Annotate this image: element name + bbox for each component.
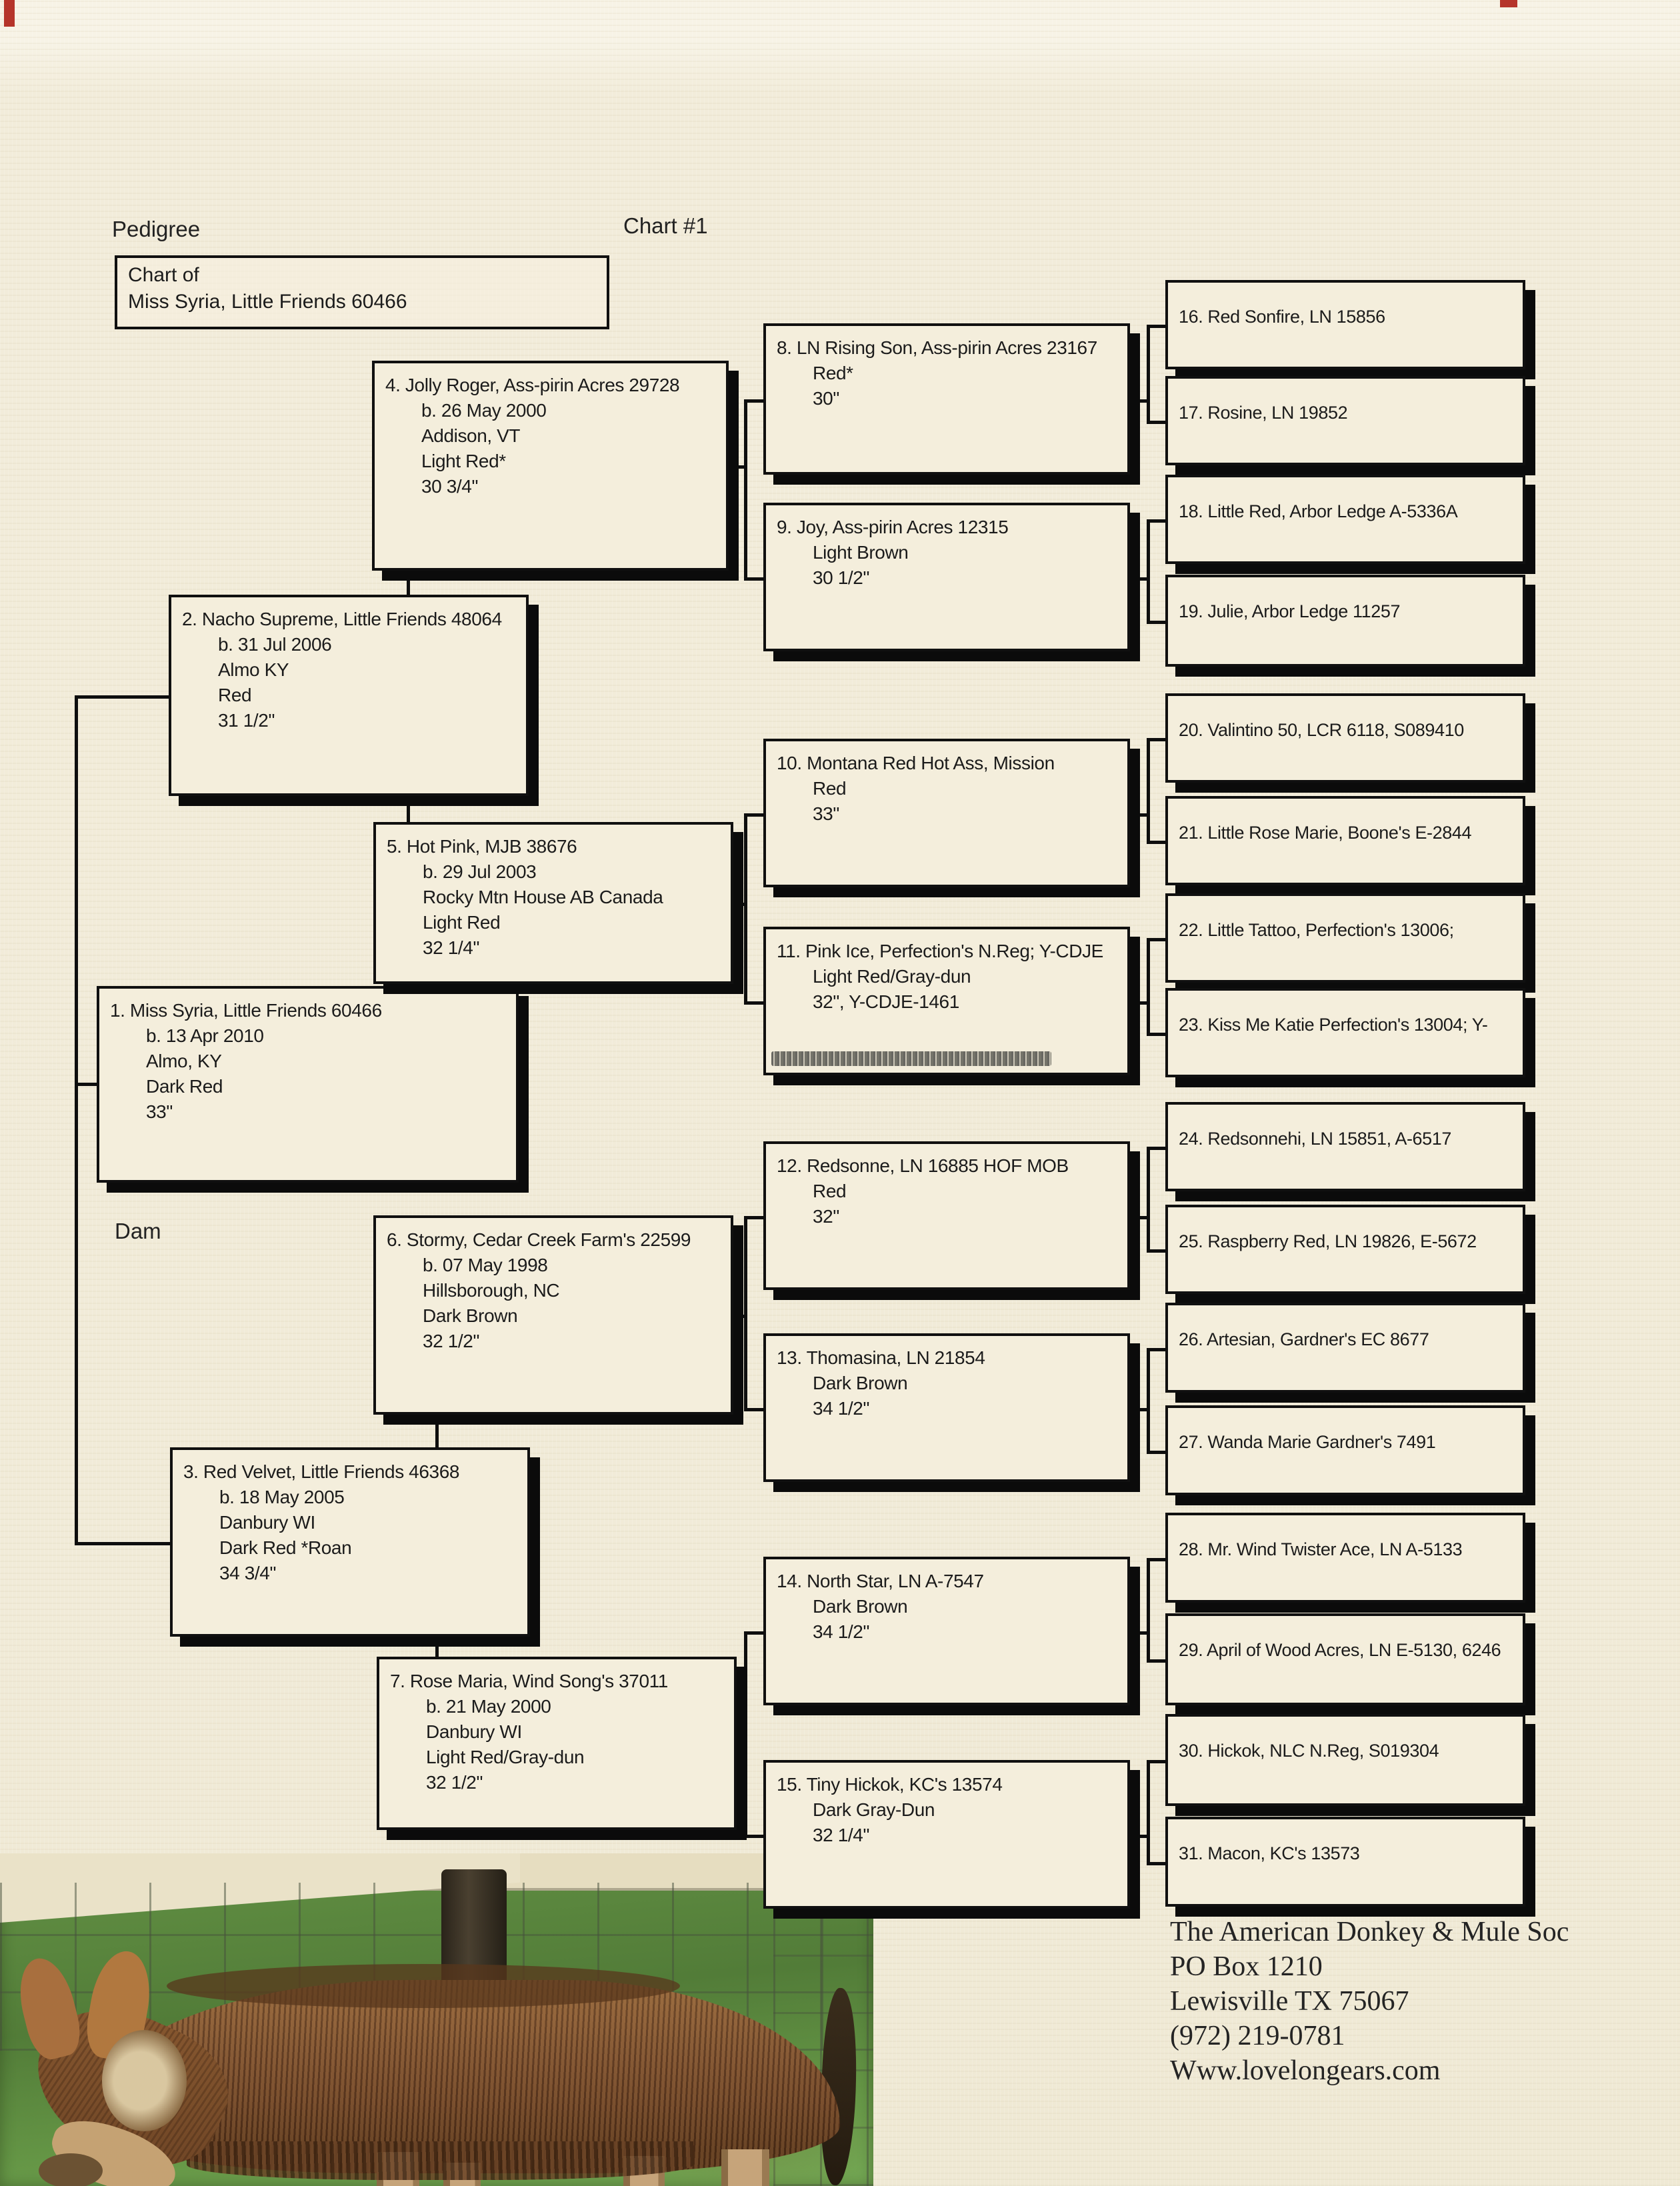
pedigree-box-10	[763, 739, 1130, 887]
animal-name-line: 24. Redsonnehi, LN 15851, A-6517	[1179, 1129, 1452, 1149]
registry-phone: (972) 219-0781	[1170, 2021, 1345, 2051]
pedigree-connector-line	[1147, 325, 1165, 328]
animal-name-line: 6. Stormy, Cedar Creek Farm's 22599	[387, 1229, 691, 1250]
animal-detail-line: 30 3/4"	[421, 476, 478, 497]
registry-address-block	[1170, 1915, 1677, 2088]
animal-detail-line: Danbury WI	[219, 1512, 315, 1533]
pedigree-connector-line	[744, 1835, 763, 1838]
donkey-nose	[39, 2153, 103, 2186]
animal-detail-line: Light Red*	[421, 451, 506, 471]
animal-detail-line: 31 1/2"	[218, 710, 275, 731]
animal-detail-line: Red	[813, 1181, 847, 1201]
pedigree-connector-line	[1147, 938, 1165, 941]
animal-detail-line: b. 31 Jul 2006	[218, 634, 332, 655]
pedigree-connector-line	[1130, 399, 1147, 403]
animal-name-line: 5. Hot Pink, MJB 38676	[387, 836, 577, 857]
animal-name-line: 7. Rose Maria, Wind Song's 37011	[390, 1671, 668, 1691]
animal-detail-line: b. 29 Jul 2003	[423, 861, 537, 882]
pedigree-box-16	[1165, 280, 1525, 369]
animal-detail-line: 30 1/2"	[813, 567, 869, 588]
animal-name-line: 12. Redsonne, LN 16885 HOF MOB	[777, 1155, 1069, 1176]
pedigree-connector-line	[75, 1542, 170, 1545]
scan-artifact-red-left	[4, 0, 15, 27]
pedigree-connector-line	[1147, 938, 1150, 1033]
animal-name-line: 28. Mr. Wind Twister Ace, LN A-5133	[1179, 1539, 1463, 1559]
pedigree-connector-line	[435, 1637, 439, 1657]
animal-name-line: 18. Little Red, Arbor Ledge A-5336A	[1179, 501, 1458, 521]
pedigree-box-15	[763, 1760, 1130, 1909]
donkey-belly-fringe	[187, 2141, 693, 2180]
pedigree-connector-line	[1130, 1408, 1147, 1411]
illegible-smudge	[771, 1051, 1051, 1066]
animal-detail-line: Almo, KY	[146, 1051, 222, 1071]
donkey	[13, 1953, 867, 2186]
registry-name: The American Donkey & Mule Soc	[1170, 1917, 1569, 1947]
chart-number-label: Chart #1	[623, 213, 708, 238]
pedigree-connector-line	[744, 813, 763, 817]
pedigree-box-19	[1165, 575, 1525, 667]
pedigree-connector-line	[737, 1743, 744, 1747]
pedigree-connector-line	[1130, 1835, 1147, 1838]
pedigree-connector-line	[1147, 519, 1165, 523]
animal-detail-line: Danbury WI	[426, 1721, 522, 1742]
pedigree-box-5	[373, 822, 733, 984]
animal-detail-line: Dark Brown	[813, 1373, 908, 1393]
pedigree-box-30	[1165, 1714, 1525, 1806]
animal-detail-line: Dark Red	[146, 1076, 223, 1097]
donkey-mane	[167, 1964, 680, 2008]
animal-name-line: 15. Tiny Hickok, KC's 13574	[777, 1774, 1003, 1795]
pedigree-connector-line	[1147, 738, 1150, 841]
animal-detail-line: Rocky Mtn House AB Canada	[423, 887, 663, 907]
chart-of-prefix: Chart of	[128, 264, 199, 286]
pedigree-connector-line	[744, 399, 747, 577]
pedigree-connector-line	[407, 796, 410, 822]
animal-detail-line: 33"	[146, 1101, 173, 1122]
animal-name-line: 8. LN Rising Son, Ass-pirin Acres 23167	[777, 337, 1097, 358]
animal-name-line: 1. Miss Syria, Little Friends 60466	[110, 1000, 382, 1021]
pedigree-box-1	[97, 986, 519, 1183]
pedigree-box-2	[169, 595, 529, 796]
pedigree-connector-line	[1147, 1558, 1150, 1659]
animal-name-line: 20. Valintino 50, LCR 6118, S089410	[1179, 720, 1464, 740]
animal-name-line: 10. Montana Red Hot Ass, Mission	[777, 753, 1055, 773]
pedigree-box-12	[763, 1141, 1130, 1290]
pedigree-connector-line	[1130, 577, 1147, 581]
pedigree-box-29	[1165, 1613, 1525, 1705]
pedigree-connector-line	[1147, 1558, 1165, 1561]
animal-name-line: 14. North Star, LN A-7547	[777, 1571, 984, 1591]
pedigree-connector-line	[1147, 421, 1165, 424]
pedigree-box-23	[1165, 988, 1525, 1077]
animal-detail-line: Light Red	[423, 912, 501, 933]
animal-name-line: 9. Joy, Ass-pirin Acres 12315	[777, 517, 1009, 537]
pedigree-connector-line	[1130, 813, 1147, 817]
animal-detail-line: Almo KY	[218, 659, 289, 680]
animal-name-line: 19. Julie, Arbor Ledge 11257	[1179, 601, 1401, 621]
animal-name-line: 27. Wanda Marie Gardner's 7491	[1179, 1432, 1436, 1452]
donkey-ear	[11, 1953, 86, 2063]
pedigree-connector-line	[435, 1415, 439, 1447]
donkey-leg	[721, 2149, 769, 2186]
animal-name-line: 29. April of Wood Acres, LN E-5130, 6246	[1179, 1640, 1501, 1660]
animal-detail-line: 32 1/4"	[423, 937, 479, 958]
donkey-photo	[0, 1853, 873, 2186]
pedigree-connector-line	[733, 1315, 744, 1318]
animal-name-line: 4. Jolly Roger, Ass-pirin Acres 29728	[385, 375, 680, 395]
pedigree-connector-line	[744, 1001, 763, 1005]
pedigree-box-8	[763, 323, 1130, 475]
pedigree-box-17	[1165, 376, 1525, 465]
pedigree-connector-line	[744, 399, 763, 403]
scan-artifact-red-right	[1500, 0, 1517, 7]
pedigree-connector-line	[1147, 1249, 1165, 1253]
animal-detail-line: Dark Brown	[423, 1305, 518, 1326]
pedigree-box-3	[170, 1447, 530, 1637]
animal-name-line: 31. Macon, KC's 13573	[1179, 1843, 1360, 1863]
animal-detail-line: 34 1/2"	[813, 1398, 869, 1419]
chart-of-box	[115, 255, 609, 329]
pedigree-connector-line	[744, 813, 747, 1001]
animal-detail-line: 32"	[813, 1206, 839, 1227]
animal-detail-line: Red*	[813, 363, 853, 383]
animal-detail-line: Dark Red *Roan	[219, 1537, 352, 1558]
animal-name-line: 16. Red Sonfire, LN 15856	[1179, 307, 1385, 327]
pedigree-box-13	[763, 1333, 1130, 1482]
pedigree-box-28	[1165, 1513, 1525, 1603]
animal-detail-line: Red	[813, 778, 847, 799]
animal-name-line: 13. Thomasina, LN 21854	[777, 1347, 985, 1368]
pedigree-connector-line	[744, 1631, 747, 1835]
animal-name-line: 11. Pink Ice, Perfection's N.Reg; Y-CDJE	[777, 941, 1103, 961]
animal-detail-line: Dark Brown	[813, 1596, 908, 1617]
registry-po-box: PO Box 1210	[1170, 1951, 1323, 1982]
animal-detail-line: b. 07 May 1998	[423, 1255, 548, 1275]
animal-detail-line: 34 1/2"	[813, 1621, 869, 1642]
pedigree-connector-line	[1147, 1659, 1165, 1663]
pedigree-connector-line	[1147, 1760, 1165, 1763]
pedigree-box-9	[763, 503, 1130, 651]
animal-detail-line: Light Red/Gray-dun	[426, 1747, 585, 1767]
pedigree-connector-line	[1147, 1147, 1150, 1249]
animal-name-line: 2. Nacho Supreme, Little Friends 48064	[182, 609, 502, 629]
animal-detail-line: 32 1/4"	[813, 1825, 869, 1845]
animal-detail-line: b. 26 May 2000	[421, 400, 547, 421]
animal-name-line: 3. Red Velvet, Little Friends 46368	[183, 1461, 460, 1482]
animal-detail-line: 33"	[813, 803, 839, 824]
animal-detail-line: 34 3/4"	[219, 1563, 276, 1583]
pedigree-connector-line	[744, 577, 763, 581]
animal-detail-line: Hillsborough, NC	[423, 1280, 560, 1301]
animal-detail-line: Dark Gray-Dun	[813, 1799, 935, 1820]
pedigree-connector-line	[744, 1408, 763, 1411]
registry-website: Www.lovelongears.com	[1170, 2055, 1441, 2086]
pedigree-connector-line	[75, 695, 169, 699]
animal-detail-line: 32", Y-CDJE-1461	[813, 991, 959, 1012]
pedigree-box-20	[1165, 693, 1525, 783]
animal-name-line: 30. Hickok, NLC N.Reg, S019304	[1179, 1741, 1439, 1761]
pedigree-connector-line	[75, 695, 78, 1545]
pedigree-connector-line	[1130, 1216, 1147, 1219]
pedigree-connector-line	[744, 1216, 747, 1408]
pedigree-connector-line	[1147, 621, 1165, 624]
pedigree-connector-line	[1147, 1348, 1150, 1451]
chart-of-subject: Miss Syria, Little Friends 60466	[128, 291, 407, 313]
animal-detail-line: 32 1/2"	[423, 1331, 479, 1351]
pedigree-connector-line	[1147, 1147, 1165, 1150]
pedigree-connector-line	[1147, 1862, 1165, 1865]
pedigree-connector-line	[744, 1216, 763, 1219]
pedigree-box-25	[1165, 1205, 1525, 1294]
pedigree-connector-line	[744, 1631, 763, 1635]
pedigree-connector-line	[1147, 1348, 1165, 1351]
registry-city: Lewisville TX 75067	[1170, 1986, 1409, 2017]
pedigree-connector-line	[1147, 1760, 1150, 1862]
animal-detail-line: 30"	[813, 388, 839, 409]
pedigree-box-22	[1165, 893, 1525, 983]
pedigree-connector-line	[1130, 1001, 1147, 1005]
pedigree-connector-line	[1147, 738, 1165, 741]
pedigree-box-14	[763, 1557, 1130, 1705]
animal-detail-line: Light Brown	[813, 542, 909, 563]
animal-name-line: 21. Little Rose Marie, Boone's E-2844	[1179, 823, 1472, 843]
dam-label: Dam	[115, 1219, 161, 1243]
pedigree-connector-line	[1147, 519, 1150, 621]
animal-detail-line: Addison, VT	[421, 425, 521, 446]
animal-detail-line: 32 1/2"	[426, 1772, 483, 1793]
animal-name-line: 22. Little Tattoo, Perfection's 13006;	[1179, 920, 1454, 940]
pedigree-box-11	[763, 927, 1130, 1075]
pedigree-box-6	[373, 1215, 733, 1415]
animal-detail-line: b. 18 May 2005	[219, 1487, 345, 1507]
pedigree-connector-line	[1147, 1451, 1165, 1454]
animal-detail-line: Red	[218, 685, 252, 705]
pedigree-box-24	[1165, 1102, 1525, 1191]
pedigree-connector-line	[407, 571, 410, 595]
animal-detail-line: b. 21 May 2000	[426, 1696, 551, 1717]
pedigree-connector-line	[1147, 841, 1165, 844]
animal-name-line: 26. Artesian, Gardner's EC 8677	[1179, 1329, 1429, 1349]
pedigree-connector-line	[1130, 1631, 1147, 1635]
pedigree-connector-line	[729, 465, 744, 469]
pedigree-box-27	[1165, 1405, 1525, 1495]
animal-name-line: 23. Kiss Me Katie Perfection's 13004; Y-	[1179, 1015, 1488, 1035]
pedigree-box-4	[372, 361, 729, 571]
animal-detail-line: b. 13 Apr 2010	[146, 1025, 264, 1046]
pedigree-connector-line	[1147, 1033, 1165, 1036]
pedigree-box-7	[377, 1657, 737, 1830]
pedigree-connector-line	[75, 1083, 97, 1086]
pedigree-connector-line	[733, 903, 744, 906]
animal-name-line: 17. Rosine, LN 19852	[1179, 403, 1348, 423]
pedigree-box-18	[1165, 475, 1525, 564]
pedigree-connector-line	[1147, 325, 1150, 421]
donkey-ear-inner	[102, 2030, 187, 2131]
pedigree-box-31	[1165, 1817, 1525, 1907]
animal-detail-line: Light Red/Gray-dun	[813, 966, 971, 987]
animal-name-line: 25. Raspberry Red, LN 19826, E-5672	[1179, 1231, 1477, 1251]
page-title: Pedigree	[112, 217, 201, 241]
pedigree-box-21	[1165, 796, 1525, 885]
pedigree-box-26	[1165, 1303, 1525, 1393]
